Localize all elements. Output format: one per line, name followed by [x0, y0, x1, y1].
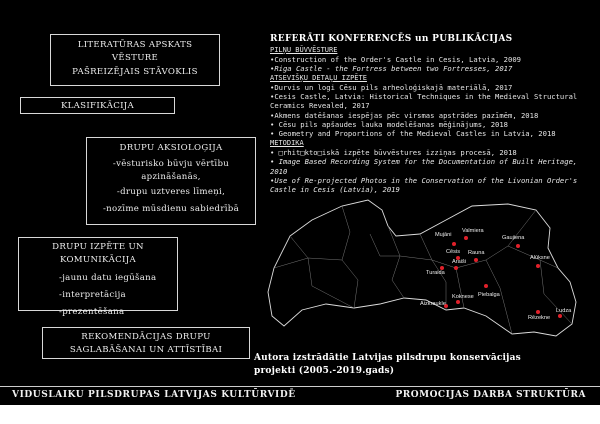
- research-item: -prezentēšana: [59, 307, 125, 318]
- site-label: Valmiera: [462, 228, 484, 234]
- publications-panel: [270, 34, 588, 195]
- site-dot: [516, 244, 520, 248]
- site-label: Piebalga: [478, 292, 500, 298]
- site-dot: [536, 310, 540, 314]
- publication-item: •Use of Re-projected Photos in the Conservation of the Livonian Order's Castle in Cesis (Latvia), 2019: [270, 175, 578, 195]
- site-dot: [452, 242, 456, 246]
- publication-item: • Image Based Recording System for the Documentation of Built Heritage, 2010: [270, 157, 578, 176]
- publications-title: REFERĀTI KONFERENCĒS un PUBLIKĀCIJAS: [270, 34, 513, 44]
- site-label: Rauna: [468, 250, 485, 256]
- site-label: Turaida: [426, 270, 445, 276]
- site-dot: [558, 314, 562, 318]
- footer-right-title: PROMOCIJAS DARBA STRUKTŪRA: [395, 390, 586, 400]
- axiology-item: -vēsturisko būvju vērtību apzināšanās,: [112, 159, 230, 182]
- current-state-line: PAŠREIZĒJAIS STĀVOKLIS: [72, 66, 198, 77]
- publication-item: •Cesis Castle, Latvia: Historical Techniques in the Medieval Structural Ceramics Revealed, 2017: [270, 91, 578, 111]
- publication-item: • □rhit□kto□iskā izpēte būvvēstures izziņas procesā, 2018: [270, 147, 517, 157]
- site-label: Mujāni: [435, 232, 452, 238]
- literature-line: LITERATŪRAS APSKATS: [77, 40, 193, 50]
- site-label: Aizkraukle: [420, 301, 446, 307]
- research-item: -interpretācija: [59, 289, 126, 300]
- map-caption-line: Autora izstrādātie Latvijas pilsdrupu konservācijas: [254, 353, 521, 363]
- site-label: Ludza: [556, 308, 572, 314]
- publication-item: •Construction of the Order's Castle in Cesis, Latvia, 2009: [270, 54, 521, 64]
- site-label: Araiši: [452, 259, 466, 265]
- site-dot: [536, 264, 540, 268]
- classification-label: KLASIFIKĀCIJA: [60, 101, 135, 111]
- site-label: Koknese: [452, 294, 474, 300]
- site-dot: [484, 284, 488, 288]
- site-dot: [454, 266, 458, 270]
- footer-left-title: VIDUSLAIKU PILSDRUPAS LATVIJAS KULTŪRVIDĒ: [12, 390, 296, 400]
- axiology-item: -nozīme mūsdienu sabiedrībā: [102, 203, 240, 214]
- research-box: [18, 237, 178, 318]
- map-caption-line: projekti (2005.-2019.gads): [254, 366, 395, 377]
- site-dot: [474, 258, 478, 262]
- footer-band: [0, 386, 600, 406]
- site-dot: [464, 236, 468, 240]
- site-label: Gaujiena: [502, 235, 525, 241]
- recommendations-line: SAGLABĀŠANAI UN ATTĪSTĪBAI: [69, 345, 223, 356]
- history-line: VĒSTURE: [111, 53, 159, 64]
- publication-section-heading: PILŅU BŪVVĒSTURE: [270, 45, 338, 54]
- axiology-item: -drupu uztveres līmeņi,: [116, 187, 226, 198]
- research-title: DRUPU IZPĒTE UN KOMUNIKĀCIJA: [52, 242, 144, 266]
- site-dot: [456, 300, 460, 304]
- recommendations-line: REKOMENDĀCIJAS DRUPU: [81, 332, 211, 342]
- site-label: Rēzekne: [528, 315, 551, 321]
- latvia-map: [250, 176, 590, 356]
- publication-item: • Geometry and Proportions of the Medieval Castles in Latvia, 2018: [270, 129, 556, 139]
- publication-item: •Akmens datēšanas iespējas pēc virsmas apstrādes pazīmēm, 2018: [270, 110, 539, 120]
- classification-box: [20, 97, 175, 114]
- publication-section-heading: METODIKA: [270, 138, 304, 147]
- publication-item: •Riga Castle - the Fortress between two Fortresses, 2017: [270, 64, 513, 74]
- recommendations-box: [42, 327, 250, 359]
- site-label: Alūksne: [530, 255, 550, 261]
- axiology-box: [86, 137, 256, 225]
- site-label: Cēsis: [446, 249, 460, 255]
- research-item: -jaunu datu iegūšana: [59, 272, 157, 283]
- axiology-title: DRUPU AKSIOLOĢIJA: [119, 143, 223, 153]
- publication-section-heading: ATSEVIŠĶU DETAĻU IZPĒTE: [270, 73, 367, 82]
- publication-item: • Cēsu pils apšaudes lauka modelēšanas mēģinājums, 2018: [270, 120, 508, 130]
- map-caption: [254, 352, 521, 378]
- publication-item: •Durvis un logi Cēsu pils arheoloģiskajā materiālā, 2017: [270, 82, 513, 92]
- literature-box: [50, 34, 220, 86]
- bottom-margin: [0, 405, 600, 424]
